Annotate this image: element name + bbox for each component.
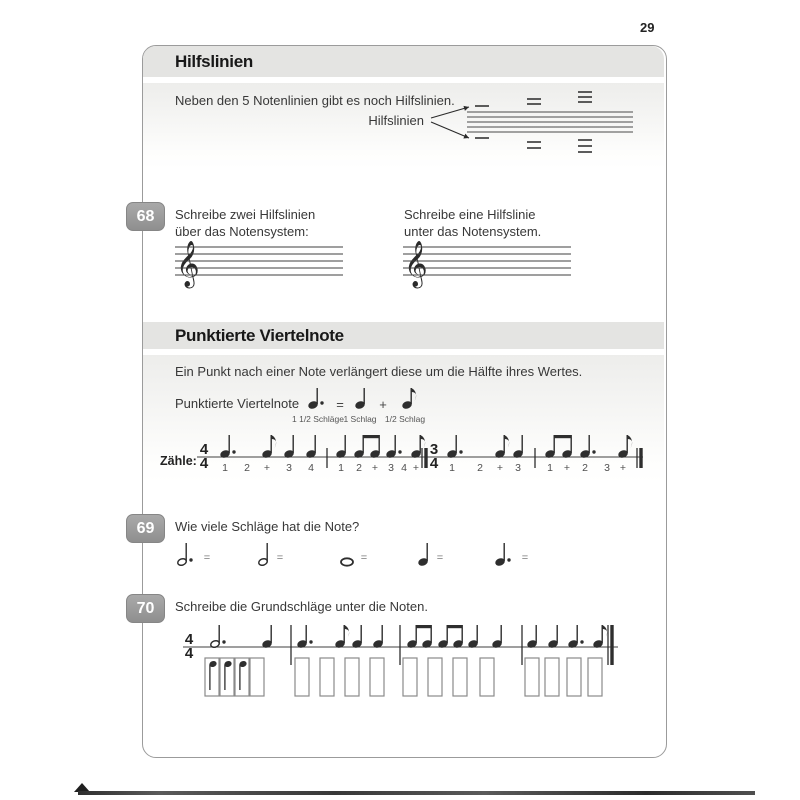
svg-text:4: 4 — [401, 462, 407, 474]
instruction-line: Schreibe zwei Hilfslinien — [175, 207, 316, 222]
answer-box[interactable] — [320, 658, 334, 696]
equation-beats-label: 1 Schlag — [343, 414, 377, 424]
answer-box[interactable] — [545, 658, 559, 696]
instruction-line: unter das Notensystem. — [404, 224, 542, 239]
answer-box[interactable] — [480, 658, 494, 696]
svg-text:4: 4 — [184, 631, 194, 648]
page-number: 29 — [640, 20, 655, 35]
equals-sign: = — [360, 552, 368, 564]
svg-text:3: 3 — [429, 441, 439, 458]
equation-label: Punktierte Viertelnote — [175, 396, 300, 411]
answer-box[interactable] — [588, 658, 602, 696]
svg-text:1: 1 — [338, 462, 344, 474]
svg-text:+: + — [371, 462, 379, 474]
answer-box[interactable] — [370, 658, 384, 696]
svg-text:3: 3 — [286, 462, 292, 474]
svg-text:3: 3 — [515, 462, 521, 474]
treble-clef-icon: 𝄞 — [176, 241, 200, 287]
zaehle-rhythm-line — [150, 425, 662, 483]
exercise-68-right-instruction — [404, 206, 541, 240]
answer-blank[interactable] — [451, 548, 479, 566]
equals-sign: = — [276, 552, 284, 564]
svg-text:2: 2 — [356, 462, 362, 474]
svg-text:=: = — [336, 397, 344, 412]
equals-sign: = — [521, 552, 529, 564]
svg-text:3: 3 — [604, 462, 610, 474]
answer-blank[interactable] — [375, 548, 403, 566]
exercise-70-instruction: Schreibe die Grundschläge unter die Noten. — [175, 599, 428, 614]
exercise-70-rhythm-and-boxes — [150, 612, 630, 704]
staff-left-answer-area[interactable] — [175, 237, 345, 289]
answer-box[interactable] — [428, 658, 442, 696]
svg-text:+: + — [379, 397, 387, 412]
punktierte-intro: Ein Punkt nach einer Note verlängert diese um die Hälfte ihres Wertes. — [175, 364, 583, 379]
ledger-lines-diagram — [425, 82, 663, 162]
exercise-68-left-instruction — [175, 206, 315, 240]
exercise-69-notes-row — [170, 540, 560, 588]
svg-text:1: 1 — [222, 462, 228, 474]
svg-text:2: 2 — [582, 462, 588, 474]
answer-box[interactable] — [453, 658, 467, 696]
svg-text:1: 1 — [547, 462, 553, 474]
svg-text:2: 2 — [244, 462, 250, 474]
equation-beats-label: 1 1/2 Schläge — [292, 414, 344, 424]
answer-blank[interactable] — [210, 548, 238, 566]
hilfslinien-diagram-label: Hilfslinien — [368, 113, 424, 128]
svg-text:4: 4 — [199, 441, 209, 458]
answer-box[interactable] — [403, 658, 417, 696]
svg-text:4: 4 — [308, 462, 314, 474]
svg-text:4: 4 — [429, 455, 439, 472]
staff-right-answer-area[interactable] — [403, 237, 573, 289]
equation-beats-label: 1/2 Schlag — [384, 414, 426, 424]
svg-text:4: 4 — [199, 455, 209, 472]
zaehle-label: Zähle: — [160, 454, 197, 468]
answer-blank[interactable] — [528, 548, 556, 566]
hilfslinien-title: Hilfslinien — [175, 52, 253, 71]
svg-text:+: + — [563, 462, 571, 474]
answer-blank[interactable] — [291, 548, 319, 566]
exercise-68-badge: 68 — [126, 202, 165, 231]
answer-box[interactable] — [250, 658, 264, 696]
exercise-70-badge: 70 — [126, 594, 165, 623]
answer-box[interactable] — [525, 658, 539, 696]
exercise-69-instruction: Wie viele Schläge hat die Note? — [175, 519, 360, 534]
svg-text:2: 2 — [477, 462, 483, 474]
instruction-line: Schreibe eine Hilfslinie — [404, 207, 536, 222]
equals-sign: = — [436, 552, 444, 564]
exercise-69-badge: 69 — [126, 514, 165, 543]
answer-box[interactable] — [295, 658, 309, 696]
treble-clef-icon: 𝄞 — [404, 241, 428, 287]
svg-text:+: + — [496, 462, 504, 474]
svg-text:1: 1 — [449, 462, 455, 474]
answer-box[interactable] — [567, 658, 581, 696]
hilfslinien-intro: Neben den 5 Notenlinien gibt es noch Hilfslinien. — [175, 93, 455, 108]
scan-edge-bar — [78, 791, 755, 795]
equals-sign: = — [203, 552, 211, 564]
svg-text:+: + — [412, 462, 420, 474]
note-equation — [285, 386, 485, 428]
instruction-line: über das Notensystem: — [175, 224, 309, 239]
punktierte-title: Punktierte Viertelnote — [175, 326, 344, 345]
answer-box[interactable] — [345, 658, 359, 696]
svg-text:+: + — [619, 462, 627, 474]
svg-text:+: + — [263, 462, 271, 474]
svg-text:4: 4 — [184, 645, 194, 662]
svg-text:3: 3 — [388, 462, 394, 474]
